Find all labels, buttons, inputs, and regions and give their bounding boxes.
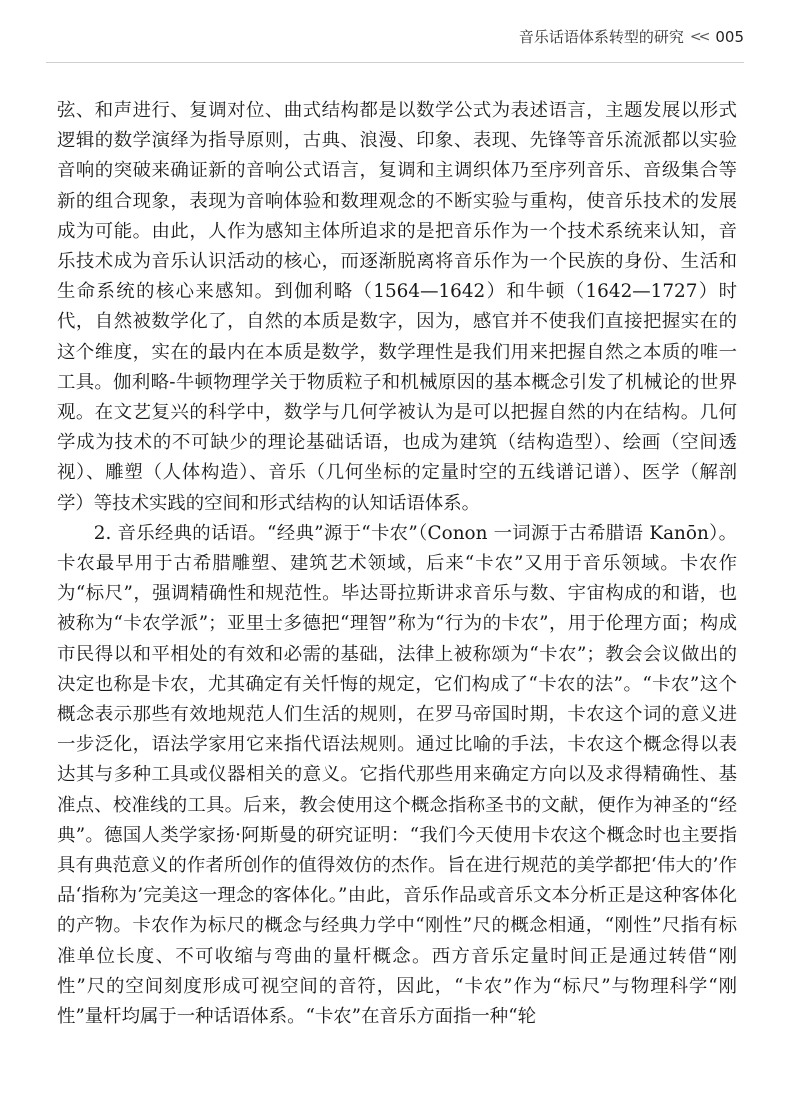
- paragraph-canon-discourse: 2. 音乐经典的话语。“经典”源于“卡农”（Conon 一词源于古希腊语 Kanōn）。卡农最早用于古希腊雕塑、建筑艺术领域，后来“卡农”又用于音乐领域。卡农作为“标尺”，强调精确性和规范性。毕达哥拉斯讲求音乐与数、宇宙构成的和谐，也被称为“卡农学派”；亚里士多德把“理智”称为“行为的卡农”，用于伦理方面；构成市民得以和平相处的有效和必需的基础，法律上被称颂为“卡农”；教会会议做出的决定也称是卡农，尤其确定有关忏悔的规定，它们构成了“卡农的法”。“卡农”这个概念表示那些有效地规范人们生活的规则，在罗马帝国时期，卡农这个词的意义进一步泛化，语法学家用它来指代语法规则。通过比喻的手法，卡农这个概念得以表达其与多种工具或仪器相关的意义。它指代那些用来确定方向以及求得精确性、基准点、校准线的工具。后来，教会使用这个概念指称圣书的文献，便作为神圣的“经典”。德国人类学家扬·阿斯曼的研究证明：“我们今天使用卡农这个概念时也主要指具有典范意义的作者所创作的值得效仿的杰作。旨在进行规范的美学都把‘伟大的’作品‘指称为’完美这一理念的客体化。”由此，音乐作品或音乐文本分析正是这种客体化的产物。卡农作为标尺的概念与经典力学中“刚性”尺的概念相通，“刚性”尺指有标准单位长度、不可收缩与弯曲的量杆概念。西方音乐定量时间正是通过转借“刚性”尺的空间刻度形成可视空间的音符，因此，“卡农”作为“标尺”与物理科学“刚性”量杆均属于一种话语体系。“卡农”在音乐方面指一种“轮: [57, 522, 737, 1028]
- header-divider: [46, 62, 744, 63]
- body-text: [57, 96, 737, 1032]
- chapter-title: 音乐话语体系转型的研究: [518, 28, 684, 46]
- double-chevron-left-icon: <<: [689, 28, 708, 45]
- running-header: [519, 26, 744, 47]
- paragraph-continuation: 弦、和声进行、复调对位、曲式结构都是以数学公式为表述语言，主题发展以形式逻辑的数学演绎为指导原则，古典、浪漫、印象、表现、先锋等音乐流派都以实验音响的突破来确证新的音响公式语言，复调和主调织体乃至序列音乐、音级集合等新的组合现象，表现为音响体验和数理观念的不断实验与重构，使音乐技术的发展成为可能。由此，人作为感知主体所追求的是把音乐作为一个技术系统来认知，音乐技术成为音乐认识活动的核心，而逐渐脱离将音乐作为一个民族的身份、生活和生命系统的核心来感知。到伽利略（1564—1642）和牛顿（1642—1727）时代，自然被数学化了，自然的本质是数字，因为，感官并不使我们直接把握实在的这个维度，实在的最内在本质是数学，数学理性是我们用来把握自然之本质的唯一工具。伽利略-牛顿物理学关于物质粒子和机械原因的基本概念引发了机械论的世界观。在文艺复兴的科学中，数学与几何学被认为是可以把握自然的内在结构。几何学成为技术的不可缺少的理论基础话语，也成为建筑（结构造型）、绘画（空间透视）、雕塑（人体构造）、音乐（几何坐标的定量时空的五线谱记谱）、医学（解剖学）等技术实践的空间和形式结构的认知话语体系。: [57, 100, 737, 514]
- page-number: 005: [715, 27, 744, 46]
